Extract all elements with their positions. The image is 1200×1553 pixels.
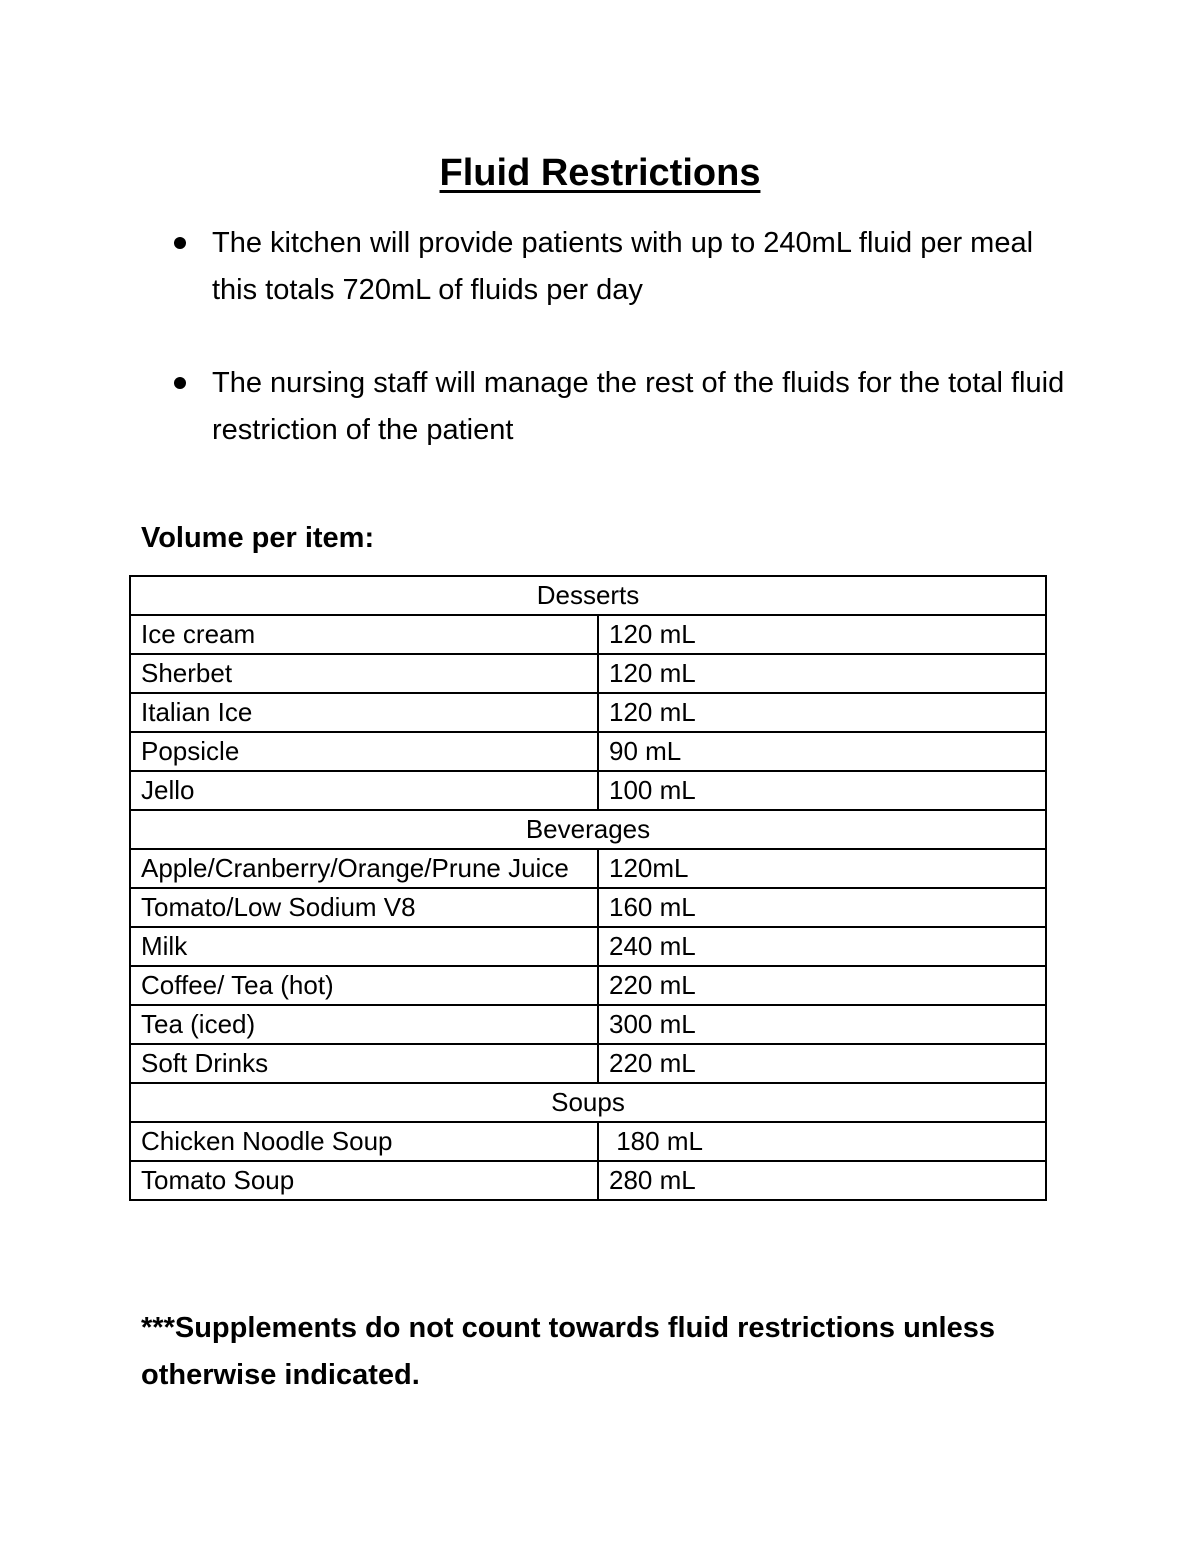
bullet-text: The kitchen will provide patients with up to 240mL fluid per meal this totals 720mL of fluids per day xyxy=(212,227,1034,306)
item-name-cell: Soft Drinks xyxy=(130,1044,598,1083)
table-row xyxy=(130,1161,1046,1200)
item-volume-cell: 220 mL xyxy=(598,1044,1046,1083)
table-row xyxy=(130,849,1046,888)
supplements-note: ***Supplements do not count towards fluid restrictions unless otherwise indicated. xyxy=(141,1312,995,1391)
table-row xyxy=(130,888,1046,927)
item-volume-cell: 300 mL xyxy=(598,1005,1046,1044)
group-header-row xyxy=(130,1083,1046,1122)
item-name-cell: Chicken Noodle Soup xyxy=(130,1122,598,1161)
item-name-cell: Sherbet xyxy=(130,654,598,693)
item-volume-cell: 160 mL xyxy=(598,888,1046,927)
table-row xyxy=(130,732,1046,771)
page-title: Fluid Restrictions xyxy=(439,152,761,194)
table-row xyxy=(130,615,1046,654)
item-volume-cell: 120 mL xyxy=(598,615,1046,654)
item-volume-cell: 120 mL xyxy=(598,654,1046,693)
table-row xyxy=(130,771,1046,810)
table-row xyxy=(130,966,1046,1005)
group-header-row xyxy=(130,576,1046,615)
table-row xyxy=(130,927,1046,966)
table-row xyxy=(130,654,1046,693)
bullet-item-kitchen xyxy=(168,220,1068,314)
item-name-cell: Tea (iced) xyxy=(130,1005,598,1044)
group-header-cell: Desserts xyxy=(130,576,1046,615)
item-volume-cell: 240 mL xyxy=(598,927,1046,966)
item-volume-cell: 280 mL xyxy=(598,1161,1046,1200)
item-volume-cell: 120mL xyxy=(598,849,1046,888)
item-name-cell: Tomato Soup xyxy=(130,1161,598,1200)
group-header-cell: Soups xyxy=(130,1083,1046,1122)
item-name-cell: Ice cream xyxy=(130,615,598,654)
bullet-dot-icon xyxy=(174,237,186,249)
item-name-cell: Popsicle xyxy=(130,732,598,771)
item-name-cell: Italian Ice xyxy=(130,693,598,732)
table-row xyxy=(130,1044,1046,1083)
volume-section-label: Volume per item: xyxy=(141,522,375,554)
volume-table-body xyxy=(130,576,1046,1200)
group-header-cell: Beverages xyxy=(130,810,1046,849)
bullet-text: The nursing staff will manage the rest of the fluids for the total fluid restriction of the patient xyxy=(212,367,1065,446)
bullet-dot-icon xyxy=(174,377,186,389)
table-row xyxy=(130,1005,1046,1044)
group-header-row xyxy=(130,810,1046,849)
table-row xyxy=(130,1122,1046,1161)
item-name-cell: Milk xyxy=(130,927,598,966)
item-volume-cell: 220 mL xyxy=(598,966,1046,1005)
item-volume-cell: 100 mL xyxy=(598,771,1046,810)
item-name-cell: Tomato/Low Sodium V8 xyxy=(130,888,598,927)
volume-table xyxy=(129,575,1047,1201)
bullet-item-nursing xyxy=(168,360,1068,454)
item-name-cell: Coffee/ Tea (hot) xyxy=(130,966,598,1005)
item-volume-cell: 180 mL xyxy=(598,1122,1046,1161)
item-volume-cell: 120 mL xyxy=(598,693,1046,732)
item-volume-cell: 90 mL xyxy=(598,732,1046,771)
bullet-list xyxy=(168,220,1068,454)
table-row xyxy=(130,693,1046,732)
item-name-cell: Apple/Cranberry/Orange/Prune Juice xyxy=(130,849,598,888)
item-name-cell: Jello xyxy=(130,771,598,810)
